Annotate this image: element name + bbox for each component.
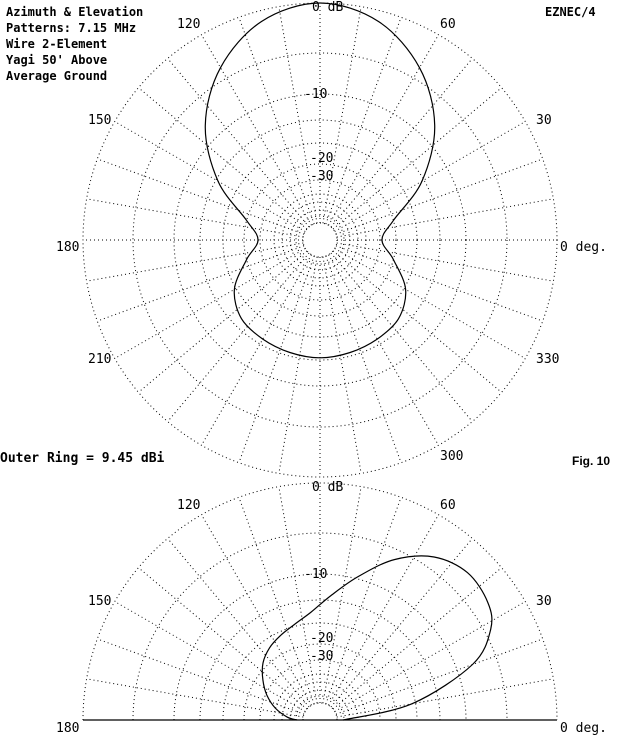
angle-label-a30: 30 <box>536 594 552 609</box>
grid-spoke <box>333 251 502 392</box>
grid-ring <box>274 194 366 286</box>
angle-label-a120: 120 <box>177 17 201 32</box>
header-line-height: Yagi 50' Above <box>6 53 108 67</box>
grid-spoke <box>138 568 307 709</box>
grid-spoke <box>337 679 554 717</box>
grid-spoke <box>323 7 361 224</box>
grid-spoke <box>115 122 306 232</box>
ring-label-3: -30 <box>310 169 334 184</box>
ring-label-1: -10 <box>304 86 328 102</box>
ring-label-2: -20 <box>310 631 334 646</box>
angle-label-a120: 120 <box>177 498 201 513</box>
azimuth-plot <box>56 0 607 477</box>
figure-label: Fig. 10 <box>572 454 611 468</box>
angle-label-a30: 30 <box>536 113 552 128</box>
grid-ring <box>274 674 366 720</box>
grid-spoke <box>115 602 306 712</box>
grid-spoke <box>138 88 307 229</box>
outer-ring-label: Outer Ring = 9.45 dBi <box>0 451 165 466</box>
grid-spoke <box>168 538 309 707</box>
grid-spoke <box>202 515 312 706</box>
grid-spoke <box>335 122 526 232</box>
grid-ring <box>174 94 466 386</box>
elevation-pattern-curve <box>262 556 492 720</box>
grid-spoke <box>87 243 304 281</box>
grid-spoke <box>239 256 314 463</box>
grid-spoke <box>87 679 304 717</box>
grid-spoke <box>326 497 401 704</box>
grid-spoke <box>336 159 543 234</box>
angle-label-a0: 0 deg. <box>560 240 607 255</box>
grid-spoke <box>329 255 439 446</box>
angle-label-a300: 300 <box>440 449 464 464</box>
grid-ring <box>303 223 337 257</box>
grid-spoke <box>331 253 472 422</box>
grid-spoke <box>115 249 306 359</box>
grid-ring <box>296 696 344 720</box>
grid-spoke <box>336 246 543 321</box>
grid-spoke <box>329 35 439 226</box>
grid-spoke <box>279 7 317 224</box>
grid-spoke <box>168 253 309 422</box>
angle-label-a330: 330 <box>536 352 560 367</box>
grid-spoke <box>326 256 401 463</box>
grid-spoke <box>97 639 304 714</box>
elevation-plot <box>56 480 607 736</box>
ring-label-3: -30 <box>310 649 334 664</box>
ring-label-2: -20 <box>310 151 334 166</box>
grid-spoke <box>279 487 317 704</box>
grid-spoke <box>168 58 309 227</box>
grid-spoke <box>326 17 401 224</box>
grid-spoke <box>323 487 361 704</box>
grid-spoke <box>202 255 312 446</box>
ring-label-0: 0 dB <box>312 0 344 15</box>
grid-spoke <box>202 35 312 226</box>
grid-spoke <box>138 251 307 392</box>
ring-label-1: -10 <box>304 566 328 582</box>
angle-label-a180: 180 <box>56 721 80 736</box>
grid-spoke <box>335 249 526 359</box>
grid-spoke <box>329 515 439 706</box>
program-label: EZNEC/4 <box>545 5 596 19</box>
grid-spoke <box>323 257 361 474</box>
angle-label-a60: 60 <box>440 17 456 32</box>
grid-spoke <box>333 88 502 229</box>
header-line-title: Azimuth & Elevation <box>6 5 144 19</box>
grid-spoke <box>333 568 502 709</box>
angle-label-a180: 180 <box>56 240 80 255</box>
grid-spoke <box>331 58 472 227</box>
header-line-antenna: Wire 2-Element <box>6 37 108 51</box>
grid-spoke <box>97 246 304 321</box>
angle-label-a150: 150 <box>88 594 112 609</box>
grid-ring <box>303 703 337 720</box>
angle-label-a60: 60 <box>440 498 456 513</box>
grid-spoke <box>239 17 314 224</box>
grid-spoke <box>87 199 304 237</box>
grid-spoke <box>279 257 317 474</box>
grid-spoke <box>336 639 543 714</box>
grid-ring <box>133 53 507 427</box>
grid-ring <box>282 202 358 278</box>
angle-label-a210: 210 <box>88 352 112 367</box>
grid-spoke <box>337 243 554 281</box>
header-line-ground: Average Ground <box>6 69 108 83</box>
header-line-frequency: Patterns: 7.15 MHz <box>6 21 137 35</box>
angle-label-a0: 0 deg. <box>560 721 607 736</box>
grid-spoke <box>337 199 554 237</box>
header-text <box>6 5 143 83</box>
grid-spoke <box>97 159 304 234</box>
angle-label-a150: 150 <box>88 113 112 128</box>
ring-label-0: 0 dB <box>312 480 344 495</box>
grid-spoke <box>239 497 314 704</box>
